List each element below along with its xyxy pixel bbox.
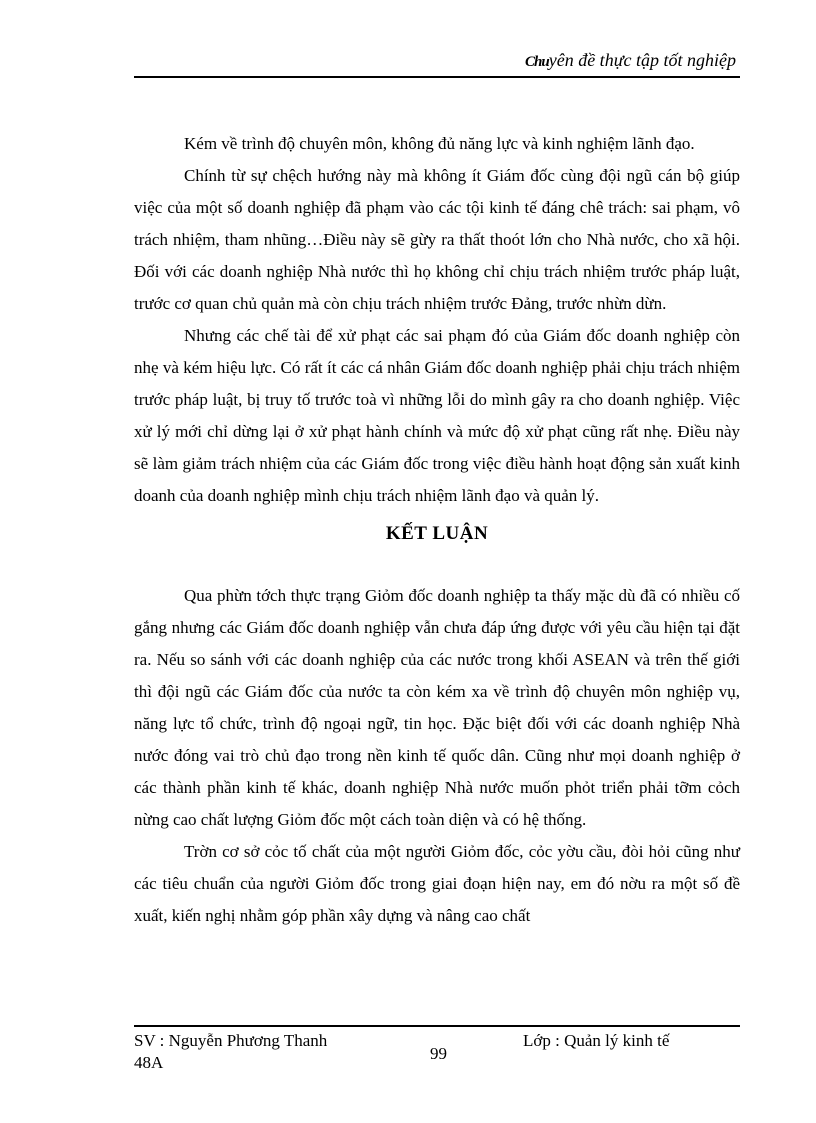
footer-student-name: SV : Nguyễn Phương Thanh — [134, 1031, 328, 1050]
header-title-text: yên đề thực tập tốt nghiệp — [548, 50, 736, 70]
section-heading: KẾT LUẬN — [385, 523, 489, 544]
header-script-prefix: Chu — [525, 54, 549, 70]
paragraph: Qua phừn tớch thực trạng Giỏm đốc doanh nghiệp ta thấy mặc dù đã có nhiều cố gắng nhưng các Giám đốc doanh nghiệp vẫn chưa đáp ứng được với yêu cầu hiện tại đặt ra. Nếu so sánh với các doanh nghiệp của các nước trong khối ASEAN và trên thế giới thì đội ngũ các Giám đốc của nước ta còn kém xa về trình độ chuyên môn nghiệp vụ, năng lực tổ chức, trình độ ngoại ngữ, tin học. Đặc biệt đối với các doanh nghiệp Nhà nước đóng vai trò chủ đạo trong nền kinh tế quốc dân. Cũng như mọi doanh nghiệp ở các thành phần kinh tế khác, doanh nghiệp Nhà nước muốn phỏt triển phải tỡm cỏch nừng cao chất lượng Giỏm đốc một cách toàn diện và có hệ thống. — [134, 586, 740, 829]
header-title — [525, 50, 736, 71]
paragraph: Trờn cơ sở cỏc tố chất của một người Giỏm đốc, cỏc yờu cầu, đòi hỏi cũng như các tiêu chuẩn của người Giỏm đốc trong giai đoạn hiện nay, em đó nờu ra một số đề xuất, kiến nghị nhằm góp phần xây dựng và nâng cao chất — [134, 842, 740, 925]
footer-divider — [134, 1025, 740, 1027]
page-header — [134, 46, 740, 78]
document-body — [134, 128, 740, 932]
footer-student — [134, 1030, 327, 1074]
footer-student-class-code: 48A — [134, 1053, 164, 1072]
spacer — [134, 552, 740, 580]
page-number: 99 — [430, 1044, 447, 1063]
paragraph: Nhưng các chế tài để xử phạt các sai phạm đó của Giám đốc doanh nghiệp còn nhẹ và kém hiệu lực. Có rất ít các cá nhân Giám đốc doanh nghiệp phải chịu trách nhiệm trước pháp luật, bị truy tố trước toà vì những lỗi do mình gây ra cho doanh nghiệp. Việc xử lý mới chỉ dừng lại ở xử phạt hành chính và mức độ xử phạt cũng rất nhẹ. Điều này sẽ làm giảm trách nhiệm của các Giám đốc trong việc điều hành hoạt động sản xuất kinh doanh của doanh nghiệp mình chịu trách nhiệm lãnh đạo và quản lý. — [134, 326, 740, 505]
footer-class: Lớp : Quản lý kinh tế — [523, 1031, 670, 1050]
paragraph: Kém về trình độ chuyên môn, không đủ năng lực và kinh nghiệm lãnh đạo. — [184, 134, 695, 153]
paragraph: Chính từ sự chệch hướng này mà không ít Giám đốc cùng đội ngũ cán bộ giúp việc của một số doanh nghiệp đã phạm vào các tội kinh tế đáng chê trách: sai phạm, vô trách nhiệm, tham nhũng…Điều này sẽ gừy ra thất thoót lớn cho Nhà nước, cho xã hội. Đối với các doanh nghiệp Nhà nước thì họ không chỉ chịu trách nhiệm trước pháp luật, trước cơ quan chủ quản mà còn chịu trách nhiệm trước Đảng, trước nhừn dừn. — [134, 166, 740, 313]
